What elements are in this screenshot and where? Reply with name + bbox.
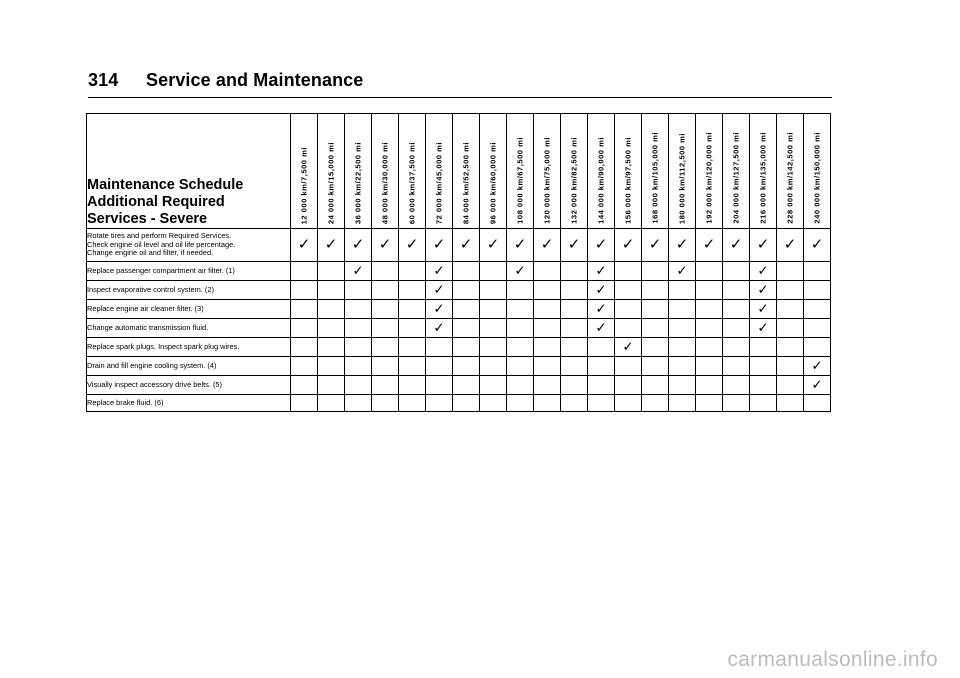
empty-cell <box>345 281 372 300</box>
empty-cell <box>480 262 507 281</box>
schedule-title-line: Maintenance Schedule <box>87 177 244 193</box>
empty-cell <box>534 319 561 338</box>
interval-header <box>453 114 480 229</box>
empty-cell <box>399 395 426 412</box>
empty-cell <box>534 376 561 395</box>
check-cell <box>588 281 615 300</box>
empty-cell <box>642 262 669 281</box>
empty-cell <box>480 376 507 395</box>
empty-cell <box>615 262 642 281</box>
empty-cell <box>480 357 507 376</box>
check-cell <box>669 229 696 262</box>
empty-cell <box>777 300 804 319</box>
empty-cell <box>696 338 723 357</box>
empty-cell <box>669 281 696 300</box>
empty-cell <box>372 376 399 395</box>
empty-cell <box>777 319 804 338</box>
checkmark-icon: ✓ <box>459 235 473 253</box>
empty-cell <box>507 319 534 338</box>
empty-cell <box>750 395 777 412</box>
check-cell <box>615 229 642 262</box>
service-description-line: Rotate tires and perform Required Services. <box>87 231 232 241</box>
empty-cell <box>615 300 642 319</box>
empty-cell <box>291 338 318 357</box>
empty-cell <box>453 338 480 357</box>
empty-cell <box>507 338 534 357</box>
empty-cell <box>534 262 561 281</box>
header-rule <box>88 97 832 98</box>
service-description-line: Replace brake fluid. (6) <box>87 397 164 407</box>
interval-header <box>345 114 372 229</box>
empty-cell <box>723 338 750 357</box>
checkmark-icon: ✓ <box>648 235 662 253</box>
interval-header <box>480 114 507 229</box>
interval-header <box>534 114 561 229</box>
checkmark-icon: ✓ <box>324 235 338 253</box>
empty-cell <box>723 376 750 395</box>
empty-cell <box>453 262 480 281</box>
interval-header <box>588 114 615 229</box>
empty-cell <box>372 395 399 412</box>
empty-cell <box>318 357 345 376</box>
empty-cell <box>723 281 750 300</box>
empty-cell <box>561 262 588 281</box>
checkmark-icon: ✓ <box>378 235 392 253</box>
interval-label: 144 000 km/90,000 mi <box>596 137 606 224</box>
interval-label: 60 000 km/37,500 mi <box>407 141 417 224</box>
checkmark-icon: ✓ <box>757 282 769 298</box>
check-cell <box>669 262 696 281</box>
checkmark-icon: ✓ <box>729 235 743 253</box>
interval-label: 180 000 km/112,500 mi <box>677 132 687 224</box>
empty-cell <box>804 262 831 281</box>
interval-label: 240 000 km/150,000 mi <box>812 132 822 224</box>
check-cell <box>696 229 723 262</box>
service-description <box>87 338 291 357</box>
check-cell <box>750 229 777 262</box>
service-description <box>87 300 291 319</box>
empty-cell <box>696 376 723 395</box>
empty-cell <box>507 395 534 412</box>
empty-cell <box>804 300 831 319</box>
check-cell <box>804 376 831 395</box>
check-cell <box>345 262 372 281</box>
check-cell <box>588 319 615 338</box>
check-cell <box>804 229 831 262</box>
service-description-line: Replace passenger compartment air filter. (1) <box>87 265 235 275</box>
empty-cell <box>291 262 318 281</box>
empty-cell <box>561 395 588 412</box>
checkmark-icon: ✓ <box>811 358 823 374</box>
empty-cell <box>372 300 399 319</box>
checkmark-icon: ✓ <box>702 235 716 253</box>
interval-label: 48 000 km/30,000 mi <box>380 141 390 224</box>
empty-cell <box>669 319 696 338</box>
empty-cell <box>642 338 669 357</box>
empty-cell <box>291 376 318 395</box>
empty-cell <box>696 395 723 412</box>
checkmark-icon: ✓ <box>352 263 364 279</box>
empty-cell <box>480 300 507 319</box>
empty-cell <box>318 262 345 281</box>
maintenance-schedule-table <box>86 113 831 412</box>
empty-cell <box>534 395 561 412</box>
empty-cell <box>291 395 318 412</box>
service-row <box>87 319 831 338</box>
empty-cell <box>642 300 669 319</box>
empty-cell <box>480 281 507 300</box>
empty-cell <box>426 376 453 395</box>
empty-cell <box>723 300 750 319</box>
interval-label: 132 000 km/82,500 mi <box>569 137 579 224</box>
empty-cell <box>723 357 750 376</box>
empty-cell <box>399 262 426 281</box>
empty-cell <box>480 319 507 338</box>
check-cell <box>750 281 777 300</box>
empty-cell <box>291 300 318 319</box>
check-cell <box>507 229 534 262</box>
interval-header <box>804 114 831 229</box>
check-cell <box>561 229 588 262</box>
empty-cell <box>777 376 804 395</box>
check-cell <box>750 319 777 338</box>
interval-header <box>777 114 804 229</box>
check-cell <box>750 262 777 281</box>
check-cell <box>723 229 750 262</box>
empty-cell <box>777 281 804 300</box>
empty-cell <box>345 357 372 376</box>
interval-header <box>723 114 750 229</box>
interval-label: 204 000 km/127,500 mi <box>731 132 741 224</box>
schedule-title-line: Additional Required <box>87 194 225 210</box>
service-description <box>87 262 291 281</box>
empty-cell <box>561 300 588 319</box>
checkmark-icon: ✓ <box>757 301 769 317</box>
interval-header <box>615 114 642 229</box>
watermark: carmanualsonline.info <box>727 648 938 671</box>
page-number: 314 <box>88 70 119 90</box>
empty-cell <box>534 281 561 300</box>
empty-cell <box>399 281 426 300</box>
interval-header <box>642 114 669 229</box>
check-cell <box>345 229 372 262</box>
interval-header <box>669 114 696 229</box>
empty-cell <box>372 262 399 281</box>
empty-cell <box>453 395 480 412</box>
empty-cell <box>345 319 372 338</box>
check-cell <box>426 319 453 338</box>
empty-cell <box>372 281 399 300</box>
empty-cell <box>588 395 615 412</box>
empty-cell <box>588 376 615 395</box>
checkmark-icon: ✓ <box>297 235 311 253</box>
interval-label: 228 000 km/142,500 mi <box>785 132 795 224</box>
check-cell <box>426 262 453 281</box>
empty-cell <box>804 319 831 338</box>
check-cell <box>588 300 615 319</box>
interval-label: 36 000 km/22,500 mi <box>353 141 363 224</box>
schedule-title-line: Services - Severe <box>87 211 208 227</box>
empty-cell <box>453 319 480 338</box>
empty-cell <box>642 395 669 412</box>
interval-header <box>507 114 534 229</box>
empty-cell <box>291 319 318 338</box>
empty-cell <box>750 338 777 357</box>
interval-label: 168 000 km/105,000 mi <box>650 132 660 224</box>
checkmark-icon: ✓ <box>621 235 635 253</box>
checkmark-icon: ✓ <box>675 235 689 253</box>
interval-label: 24 000 km/15,000 mi <box>326 141 336 224</box>
empty-cell <box>507 357 534 376</box>
empty-cell <box>750 357 777 376</box>
empty-cell <box>696 262 723 281</box>
empty-cell <box>345 300 372 319</box>
empty-cell <box>534 338 561 357</box>
empty-cell <box>372 319 399 338</box>
empty-cell <box>318 300 345 319</box>
interval-header <box>696 114 723 229</box>
empty-cell <box>318 281 345 300</box>
empty-cell <box>777 338 804 357</box>
checkmark-icon: ✓ <box>595 282 607 298</box>
interval-label: 192 000 km/120,000 mi <box>704 132 714 224</box>
checkmark-icon: ✓ <box>811 377 823 393</box>
check-cell <box>426 300 453 319</box>
service-description <box>87 229 291 262</box>
empty-cell <box>696 357 723 376</box>
empty-cell <box>372 338 399 357</box>
service-description-line: Change engine oil and filter, if needed. <box>87 248 214 258</box>
service-row <box>87 376 831 395</box>
checkmark-icon: ✓ <box>757 320 769 336</box>
interval-label: 72 000 km/45,000 mi <box>434 141 444 224</box>
interval-header <box>399 114 426 229</box>
interval-header <box>750 114 777 229</box>
empty-cell <box>399 376 426 395</box>
checkmark-icon: ✓ <box>595 301 607 317</box>
checkmark-icon: ✓ <box>486 235 500 253</box>
empty-cell <box>480 338 507 357</box>
schedule-title <box>87 114 291 229</box>
checkmark-icon: ✓ <box>756 235 770 253</box>
empty-cell <box>345 376 372 395</box>
empty-cell <box>669 338 696 357</box>
empty-cell <box>399 319 426 338</box>
empty-cell <box>561 281 588 300</box>
empty-cell <box>615 357 642 376</box>
empty-cell <box>696 281 723 300</box>
checkmark-icon: ✓ <box>433 263 445 279</box>
check-cell <box>588 229 615 262</box>
check-cell <box>615 338 642 357</box>
interval-label: 216 000 km/135,000 mi <box>758 132 768 224</box>
interval-label: 96 000 km/60,000 mi <box>488 141 498 224</box>
check-cell <box>318 229 345 262</box>
interval-header <box>291 114 318 229</box>
empty-cell <box>534 357 561 376</box>
checkmark-icon: ✓ <box>783 235 797 253</box>
interval-label: 156 000 km/97,500 mi <box>623 137 633 224</box>
empty-cell <box>723 395 750 412</box>
empty-cell <box>507 300 534 319</box>
interval-header <box>372 114 399 229</box>
service-row <box>87 229 831 262</box>
empty-cell <box>561 319 588 338</box>
empty-cell <box>345 395 372 412</box>
service-row <box>87 281 831 300</box>
check-cell <box>750 300 777 319</box>
check-cell <box>426 229 453 262</box>
interval-label: 108 000 km/67,500 mi <box>515 137 525 224</box>
empty-cell <box>426 338 453 357</box>
service-description <box>87 357 291 376</box>
empty-cell <box>642 281 669 300</box>
checkmark-icon: ✓ <box>810 235 824 253</box>
empty-cell <box>480 395 507 412</box>
empty-cell <box>696 300 723 319</box>
empty-cell <box>804 395 831 412</box>
empty-cell <box>561 338 588 357</box>
check-cell <box>399 229 426 262</box>
service-row <box>87 357 831 376</box>
interval-header <box>318 114 345 229</box>
check-cell <box>588 262 615 281</box>
empty-cell <box>291 281 318 300</box>
checkmark-icon: ✓ <box>513 235 527 253</box>
checkmark-icon: ✓ <box>351 235 365 253</box>
check-cell <box>777 229 804 262</box>
service-description-line: Inspect evaporative control system. (2) <box>87 284 214 294</box>
empty-cell <box>777 262 804 281</box>
checkmark-icon: ✓ <box>676 263 688 279</box>
check-cell <box>534 229 561 262</box>
empty-cell <box>642 376 669 395</box>
check-cell <box>507 262 534 281</box>
empty-cell <box>534 300 561 319</box>
section-title: Service and Maintenance <box>146 70 364 90</box>
checkmark-icon: ✓ <box>514 263 526 279</box>
interval-header <box>561 114 588 229</box>
service-description-line: Drain and fill engine cooling system. (4) <box>87 360 217 370</box>
empty-cell <box>777 357 804 376</box>
service-row <box>87 338 831 357</box>
empty-cell <box>615 281 642 300</box>
checkmark-icon: ✓ <box>433 301 445 317</box>
service-description-line: Replace spark plugs. Inspect spark plug wires. <box>87 341 240 351</box>
checkmark-icon: ✓ <box>594 235 608 253</box>
check-cell <box>453 229 480 262</box>
empty-cell <box>696 319 723 338</box>
empty-cell <box>399 338 426 357</box>
empty-cell <box>453 376 480 395</box>
service-row <box>87 300 831 319</box>
empty-cell <box>561 357 588 376</box>
check-cell <box>480 229 507 262</box>
checkmark-icon: ✓ <box>757 263 769 279</box>
checkmark-icon: ✓ <box>432 235 446 253</box>
service-description-line: Visually inspect accessory drive belts. (5) <box>87 379 223 389</box>
service-description-line: Replace engine air cleaner filter. (3) <box>87 303 204 313</box>
service-row <box>87 395 831 412</box>
empty-cell <box>507 281 534 300</box>
check-cell <box>291 229 318 262</box>
checkmark-icon: ✓ <box>595 263 607 279</box>
interval-label: 84 000 km/52,500 mi <box>461 141 471 224</box>
checkmark-icon: ✓ <box>567 235 581 253</box>
service-description <box>87 376 291 395</box>
empty-cell <box>426 395 453 412</box>
empty-cell <box>345 338 372 357</box>
service-row <box>87 262 831 281</box>
empty-cell <box>372 357 399 376</box>
empty-cell <box>318 376 345 395</box>
empty-cell <box>615 395 642 412</box>
checkmark-icon: ✓ <box>540 235 554 253</box>
interval-label: 120 000 km/75,000 mi <box>542 137 552 224</box>
empty-cell <box>399 300 426 319</box>
empty-cell <box>642 357 669 376</box>
empty-cell <box>804 338 831 357</box>
checkmark-icon: ✓ <box>405 235 419 253</box>
empty-cell <box>588 357 615 376</box>
service-description-line: Change automatic transmission fluid. <box>87 322 209 332</box>
empty-cell <box>291 357 318 376</box>
empty-cell <box>318 338 345 357</box>
empty-cell <box>399 357 426 376</box>
check-cell <box>426 281 453 300</box>
empty-cell <box>804 281 831 300</box>
checkmark-icon: ✓ <box>622 339 634 355</box>
empty-cell <box>669 300 696 319</box>
empty-cell <box>723 319 750 338</box>
empty-cell <box>777 395 804 412</box>
empty-cell <box>615 376 642 395</box>
empty-cell <box>318 395 345 412</box>
empty-cell <box>642 319 669 338</box>
empty-cell <box>453 281 480 300</box>
empty-cell <box>615 319 642 338</box>
empty-cell <box>426 357 453 376</box>
empty-cell <box>453 300 480 319</box>
service-description <box>87 319 291 338</box>
service-description <box>87 395 291 412</box>
empty-cell <box>669 357 696 376</box>
check-cell <box>372 229 399 262</box>
check-cell <box>804 357 831 376</box>
checkmark-icon: ✓ <box>595 320 607 336</box>
empty-cell <box>453 357 480 376</box>
interval-label: 12 000 km/7,500 mi <box>299 146 309 224</box>
check-cell <box>642 229 669 262</box>
empty-cell <box>318 319 345 338</box>
checkmark-icon: ✓ <box>433 282 445 298</box>
service-description <box>87 281 291 300</box>
empty-cell <box>561 376 588 395</box>
empty-cell <box>507 376 534 395</box>
empty-cell <box>750 376 777 395</box>
empty-cell <box>723 262 750 281</box>
service-description-line: Check engine oil level and oil life percentage. <box>87 239 236 249</box>
empty-cell <box>669 376 696 395</box>
page-header <box>88 70 363 91</box>
checkmark-icon: ✓ <box>433 320 445 336</box>
interval-header <box>426 114 453 229</box>
table-header-row <box>87 114 831 229</box>
empty-cell <box>669 395 696 412</box>
empty-cell <box>588 338 615 357</box>
